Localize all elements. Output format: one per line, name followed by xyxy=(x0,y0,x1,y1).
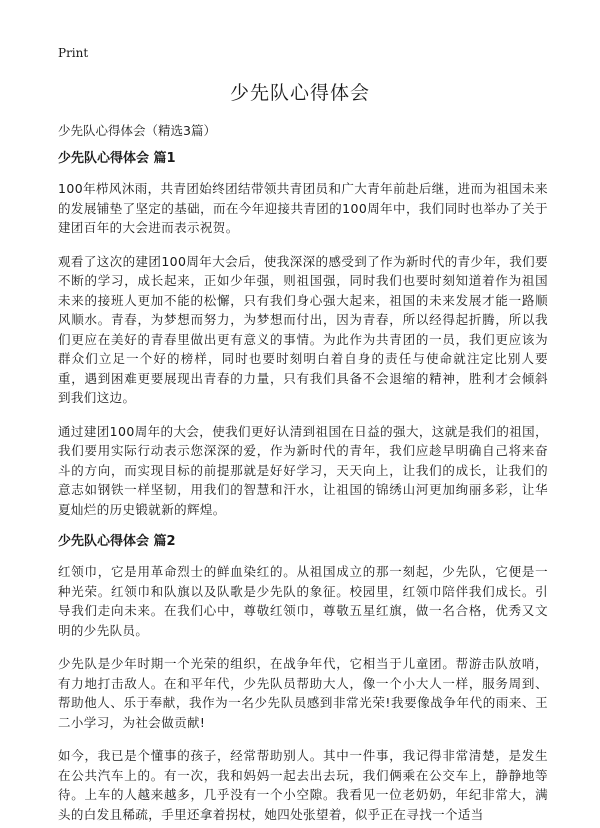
section-heading: 少先队心得体会 篇2 xyxy=(58,534,176,549)
page-title: 少先队心得体会 xyxy=(229,82,370,104)
section-heading: 少先队心得体会 篇1 xyxy=(58,151,176,166)
article-body xyxy=(58,150,548,828)
paragraph: 如今，我已是个懂事的孩子，经常帮助别人。其中一件事，我记得非常清楚，是发生在公共汽车上的。有一次，我和妈妈一起去出去玩，我们俩乘在公交车上，静静地等待。上车的人越来越多，几乎没有一个小空隙。我看见一位老奶奶，年纪非常大，满头的白发且稀疏，手里还拿着拐杖，她四处张望着，似乎正在寻找一个适当 xyxy=(58,748,548,822)
print-link[interactable]: Print xyxy=(58,46,89,60)
paragraph: 红领巾，它是用革命烈士的鲜血染红的。从祖国成立的那一刻起，少先队，它便是一种光荣。红领巾和队旗以及队歌是少先队的象征。校园里，红领巾陪伴我们成长。引导我们走向未来。在我们心中，尊敬红领巾，尊敬五星红旗，做一名合格，优秀又文明的少先队员。 xyxy=(58,564,548,638)
page-subtitle: 少先队心得体会（精选3篇） xyxy=(58,123,216,138)
paragraph: 通过建团100周年的大会，使我们更好认清到祖国在日益的强大，这就是我们的祖国，我们要用实际行动表示您深深的爱，作为新时代的青年，我们应趁早明确自己将来奋斗的方向，而实现目标的前提那就是好好学习，天天向上，让我们的成长，让我们的意志如钢铁一样坚韧，用我们的智慧和汗水，让祖国的锦绣山河更加绚丽多彩，让华夏灿烂的历史锻就新的辉煌。 xyxy=(58,423,548,517)
paragraph: 100年栉风沐雨，共青团始终团结带领共青团员和广大青年前赴后继，进而为祖国未来的发展铺垫了坚定的基础，而在今年迎接共青团的100周年中，我们同时也举办了关于建团百年的大会进而表示祝贺。 xyxy=(58,181,548,235)
paragraph: 少先队是少年时期一个光荣的组织，在战争年代，它相当于儿童团。帮游击队放哨，有力地打击敌人。在和平年代，少先队员帮助大人，像一个小大人一样，服务周到、帮助他人、乐于奉献，我作为一名少先队员感到非常光荣!我要像战争年代的雨来、王二小学习，为社会做贡献! xyxy=(58,656,548,730)
paragraph: 观看了这次的建团100周年大会后，使我深深的感受到了作为新时代的青少年，我们要不断的学习，成长起来，正如少年强，则祖国强，同时我们也要时刻知道着作为祖国未来的接班人更加不能的松懈，只有我们身心强大起来，祖国的未来发展才能一路顺风顺水。青春，为梦想而努力，为梦想而付出，因为青春，所以经得起折腾，所以我们更应在美好的青春里做出更有意义的事情。为此作为共青团的一员，我们更应该为群众们立足一个好的榜样，同时也要时刻明白着自身的责任与使命就注定比别人要重，遇到困难更要展现出青春的力量，只有我们具备不会退缩的精神，胜利才会倾斜到我们这边。 xyxy=(58,253,548,405)
